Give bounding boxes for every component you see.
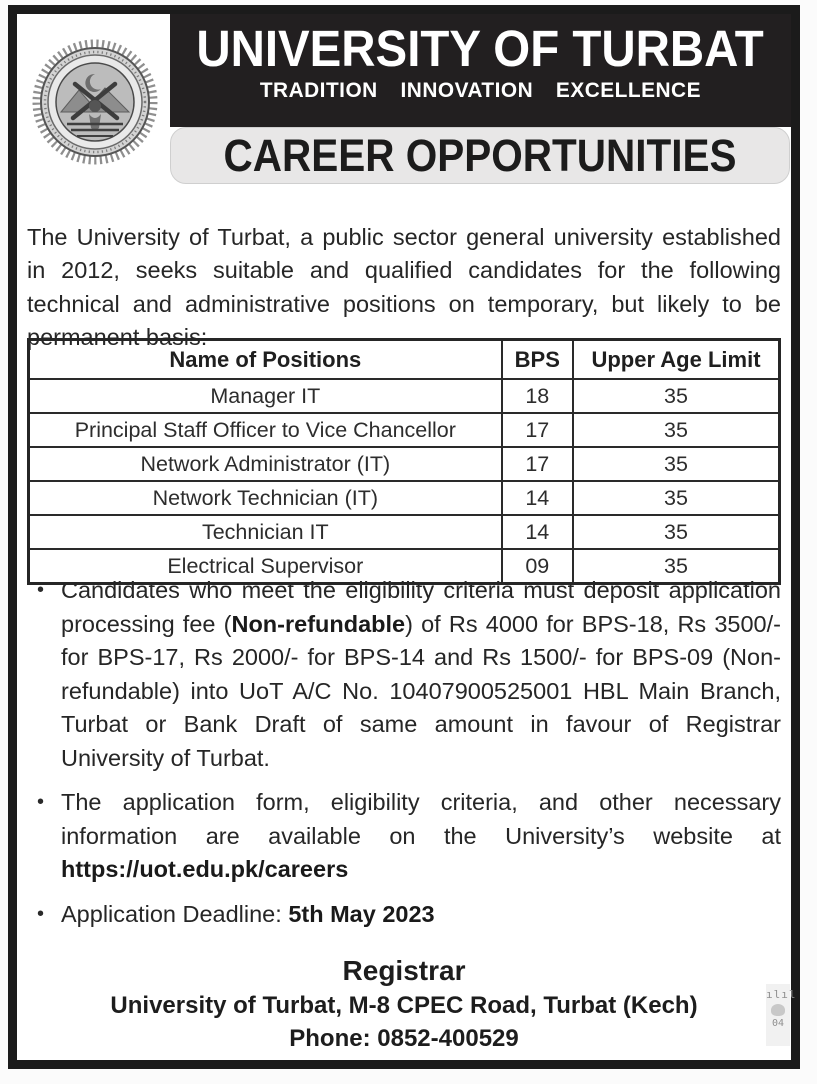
position-bps: 09 <box>502 549 573 584</box>
position-age-limit: 35 <box>573 549 780 584</box>
note-item <box>27 574 781 775</box>
print-mark-number: 04 <box>771 1018 785 1029</box>
position-name: Technician IT <box>29 515 502 549</box>
table-row <box>29 379 780 413</box>
note-item <box>27 898 781 932</box>
positions-table <box>27 338 781 585</box>
university-address: University of Turbat, M-8 CPEC Road, Turbat (Kech) <box>110 992 698 1019</box>
position-age-limit: 35 <box>573 413 780 447</box>
note-item <box>27 786 781 887</box>
note-text: Candidates who meet the eligibility criteria must deposit application processing fee (Non-refundable) of Rs 4000 for BPS-18, Rs 3500/- for BPS-17, Rs 2000/- for BPS-14 and Rs 1500/- for BPS-09 (Non-refundable) into UoT A/C No. 10407900525001 HBL Main Branch, Turbat or Bank Draft of same amount in favour of Registrar University of Turbat. <box>61 577 781 771</box>
bullet-marker: • <box>37 902 45 925</box>
position-name: Electrical Supervisor <box>29 549 502 584</box>
position-age-limit: 35 <box>573 481 780 515</box>
position-bps: 14 <box>502 515 573 549</box>
university-seal-icon <box>31 36 159 172</box>
position-name: Manager IT <box>29 379 502 413</box>
university-tagline: TRADITION INNOVATION EXCELLENCE <box>259 78 702 103</box>
table-row <box>29 481 780 515</box>
position-name: Principal Staff Officer to Vice Chancellor <box>29 413 502 447</box>
logo-box <box>17 14 170 194</box>
position-bps: 17 <box>502 413 573 447</box>
table-header-row <box>29 340 780 380</box>
print-mark-bars-icon: ılıl <box>766 988 797 1001</box>
position-age-limit: 35 <box>573 379 780 413</box>
col-header-age-limit: Upper Age Limit <box>573 340 780 380</box>
header-bar <box>170 14 791 127</box>
note-text: The application form, eligibility criteria, and other necessary information are available on the University’s website at https://uot.edu.pk/careers <box>61 789 781 882</box>
position-bps: 18 <box>502 379 573 413</box>
position-bps: 14 <box>502 481 573 515</box>
table-row <box>29 413 780 447</box>
newspaper-print-mark <box>766 984 797 1046</box>
bullet-marker: • <box>37 579 45 601</box>
university-name: UNIVERSITY OF TURBAT <box>196 20 765 77</box>
position-age-limit: 35 <box>573 447 780 481</box>
table-row <box>29 447 780 481</box>
intro-paragraph: The University of Turbat, a public sector general university established in 2012, seeks suitable and qualified candidates for the following technical and administrative positions on temporary, but likely to be permanent basis: <box>27 223 781 350</box>
position-bps: 17 <box>502 447 573 481</box>
notes-list <box>27 574 781 942</box>
career-banner <box>170 127 790 184</box>
print-mark-blob-icon <box>771 1004 785 1016</box>
position-name: Network Administrator (IT) <box>29 447 502 481</box>
ad-frame <box>8 5 800 1069</box>
phone-number: Phone: 0852-400529 <box>289 1025 519 1052</box>
col-header-positions: Name of Positions <box>29 340 502 380</box>
positions-table-body <box>29 379 780 584</box>
footer <box>17 953 797 1055</box>
col-header-bps: BPS <box>502 340 573 380</box>
position-age-limit: 35 <box>573 515 780 549</box>
position-name: Network Technician (IT) <box>29 481 502 515</box>
career-banner-title: CAREER OPPORTUNITIES <box>223 129 737 181</box>
note-text: Application Deadline: 5th May 2023 <box>61 900 435 927</box>
bullet-marker: • <box>37 791 45 813</box>
signatory-title: Registrar <box>342 955 466 986</box>
table-row <box>29 515 780 549</box>
